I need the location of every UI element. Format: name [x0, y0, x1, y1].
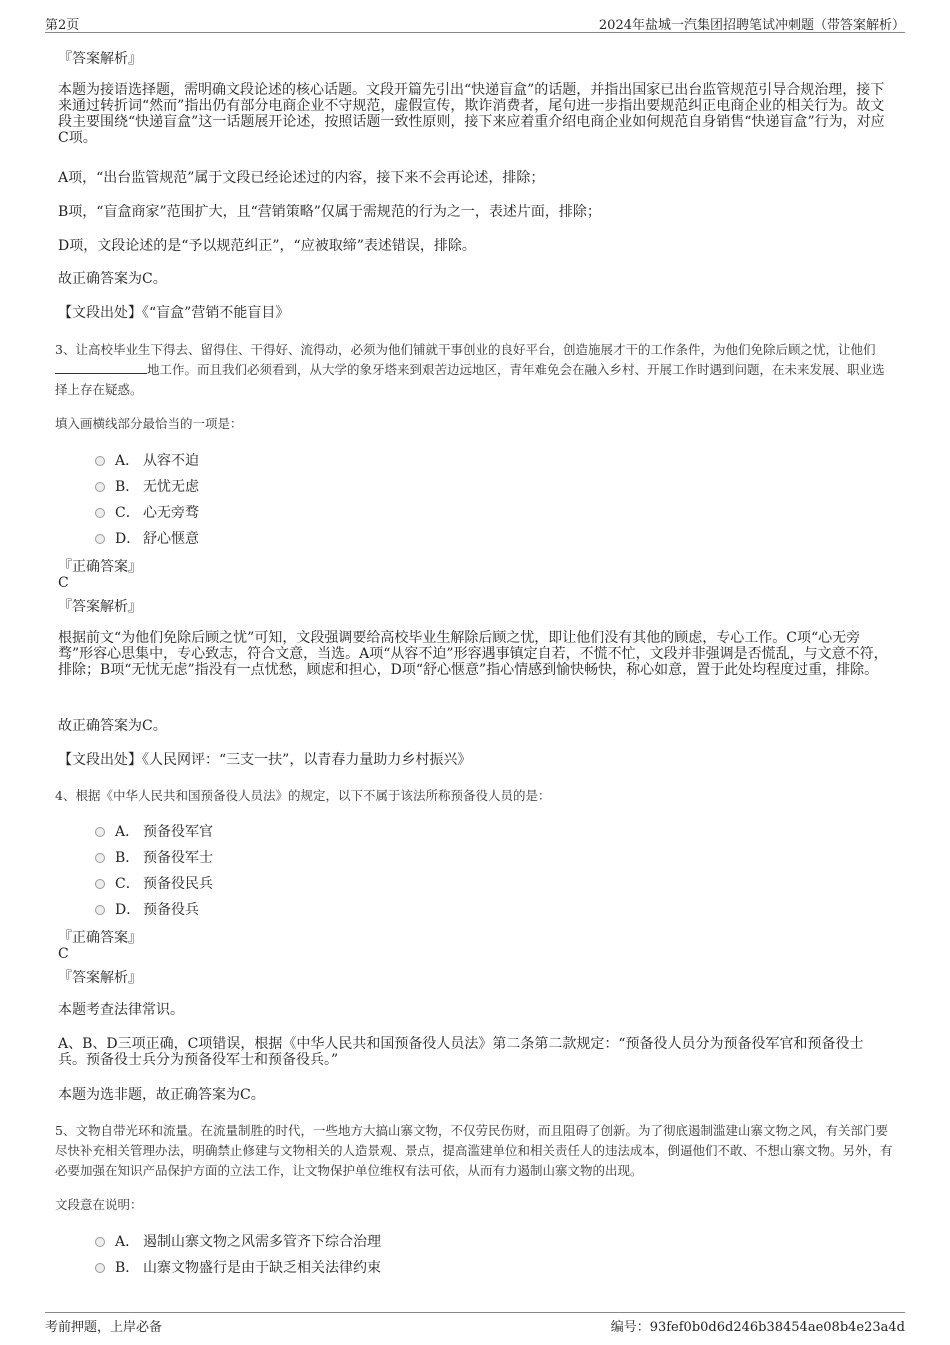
q5-prompt: 文段意在说明： [55, 1197, 143, 1212]
q5-option-b[interactable]: B． 山寨文物盛行是由于缺乏相关法律约束 [95, 1257, 381, 1277]
radio-icon[interactable] [95, 905, 105, 915]
q4-option-a[interactable]: A． 预备役军官 [95, 821, 213, 841]
q4-option-b[interactable]: B． 预备役军士 [95, 847, 213, 867]
page-header [45, 12, 905, 33]
analysis-label: 『答案解析』 [58, 51, 142, 67]
correct-answer-label: 『正确答案』 [58, 930, 142, 946]
q5-question: 5、文物自带光环和流量。在流量制胜的时代，一些地方大搞山寨文物，不仅劳民伤财，而且阻碍了创新。为了彻底遏制滥建山寨文物之风，有关部门要尽快补充相关管理办法，明确禁止修建与文物相关的人造景观、景点，提高滥建单位和相关责任人的违法成本，倒逼他们不敢、不想山寨文物。另外，有必要加强在知识产品保护方面的立法工作，让文物保护单位维权有法可依，从而有力遏制山寨文物的出现。 [55, 1123, 893, 1178]
analysis-label: 『答案解析』 [58, 599, 142, 615]
q2-conclusion: 故正确答案为C。 [58, 271, 167, 287]
radio-icon[interactable] [95, 1263, 105, 1273]
q4-analysis-body: A、B、D三项正确，C项错误，根据《中华人民共和国预备役人员法》第二条第二款规定：“预备役人员分为预备役军官和预备役士兵。预备役士兵分为预备役军士和预备役兵。” [58, 1036, 864, 1068]
q3-option-c[interactable]: C． 心无旁骛 [95, 502, 199, 522]
q2-source: 【文段出处】《“盲盒”营销不能盲目》 [58, 305, 290, 321]
q5-option-a[interactable]: A． 遏制山寨文物之风需多管齐下综合治理 [95, 1231, 381, 1251]
q3-text-a: 3、让高校毕业生下得去、留得住、干得好、流得动，必须为他们铺就干事创业的良好平台，创造施展才干的工作条件，为他们免除后顾之忧，让他们 [55, 342, 876, 357]
q3-option-a[interactable]: A． 从容不迫 [95, 450, 199, 470]
page-footer [45, 1312, 905, 1333]
radio-icon[interactable] [95, 534, 105, 544]
q3-prompt: 填入画横线部分最恰当的一项是： [55, 416, 243, 431]
q3-analysis: 根据前文“为他们免除后顾之忧”可知，文段强调要给高校毕业生解除后顾之忧，即让他们没有其他的顾虑，专心工作。C项“心无旁骛”形容心思集中，专心致志，符合文意，当选。A项“从容不迫”形容遇事镇定自若，不慌不忙，文段并非强调是否慌乱，与文意不符，排除；B项“无忧无虑”指没有一点忧愁，顾虑和担心，D项“舒心惬意”指心情感到愉快畅快，称心如意，置于此处均程度过重，排除。 [58, 630, 888, 678]
q2-analysis-paragraph: 本题为接语选择题，需明确文段论述的核心话题。文段开篇先引出“快递盲盒”的话题，并指出国家已出台监管规范引导合规治理，接下来通过转折词“然而”指出仍有部分电商企业不守规范，虚假宣传，欺诈消费者，尾句进一步指出要规范纠正电商企业的相关行为。故文段主要围绕“快递盲盒”这一话题展开论述，按照话题一致性原则，接下来应着重介绍电商企业如何规范自身销售“快递盲盒”行为，对应C项。 [58, 82, 885, 146]
radio-icon[interactable] [95, 1237, 105, 1247]
radio-icon[interactable] [95, 456, 105, 466]
q4-option-c[interactable]: C． 预备役民兵 [95, 873, 213, 893]
document-id: 编号：93fef0b0d6d246b38454ae08b4e23a4d [610, 1320, 905, 1335]
q2-analysis-a: A项，“出台监管规范”属于文段已经论述过的内容，接下来不会再论述，排除； [58, 170, 545, 186]
correct-answer-label: 『正确答案』 [58, 559, 142, 575]
q4-option-d[interactable]: D． 预备役兵 [95, 899, 199, 919]
radio-icon[interactable] [95, 508, 105, 518]
q2-analysis-b: B项，“盲盒商家”范围扩大，且“营销策略”仅属于需规范的行为之一，表述片面，排除； [58, 204, 601, 220]
q3-conclusion: 故正确答案为C。 [58, 718, 167, 734]
q2-analysis-d: D项，文段论述的是“予以规范纠正”，“应被取缔”表述错误，排除。 [58, 238, 476, 254]
radio-icon[interactable] [95, 879, 105, 889]
radio-icon[interactable] [95, 827, 105, 837]
q3-option-b[interactable]: B． 无忧无虑 [95, 476, 199, 496]
q4-question: 4、根据《中华人民共和国预备役人员法》的规定，以下不属于该法所称预备役人员的是： [55, 788, 551, 803]
q4-answer: C [58, 946, 69, 962]
radio-icon[interactable] [95, 853, 105, 863]
analysis-label: 『答案解析』 [58, 970, 142, 986]
radio-icon[interactable] [95, 482, 105, 492]
q3-question [55, 340, 895, 400]
footer-slogan: 考前押题，上岸必备 [45, 1320, 163, 1335]
page-number: 第2页 [45, 18, 80, 33]
q3-text-b: 地工作。而且我们必须看到，从大学的象牙塔来到艰苦边远地区，青年难免会在融入乡村、开展工作时遇到问题，在未来发展、职业选择上存在疑惑。 [55, 362, 885, 397]
q3-source: 【文段出处】《人民网评：“三支一扶”，以青春力量助力乡村振兴》 [58, 752, 472, 768]
q4-analysis-intro: 本题考查法律常识。 [58, 1002, 184, 1018]
document-title: 2024年盐城一汽集团招聘笔试冲刺题（带答案解析） [598, 18, 905, 33]
q4-conclusion: 本题为选非题，故正确答案为C。 [58, 1087, 265, 1103]
q3-option-d[interactable]: D． 舒心惬意 [95, 528, 199, 548]
q3-answer: C [58, 575, 69, 591]
q3-blank [55, 361, 147, 374]
